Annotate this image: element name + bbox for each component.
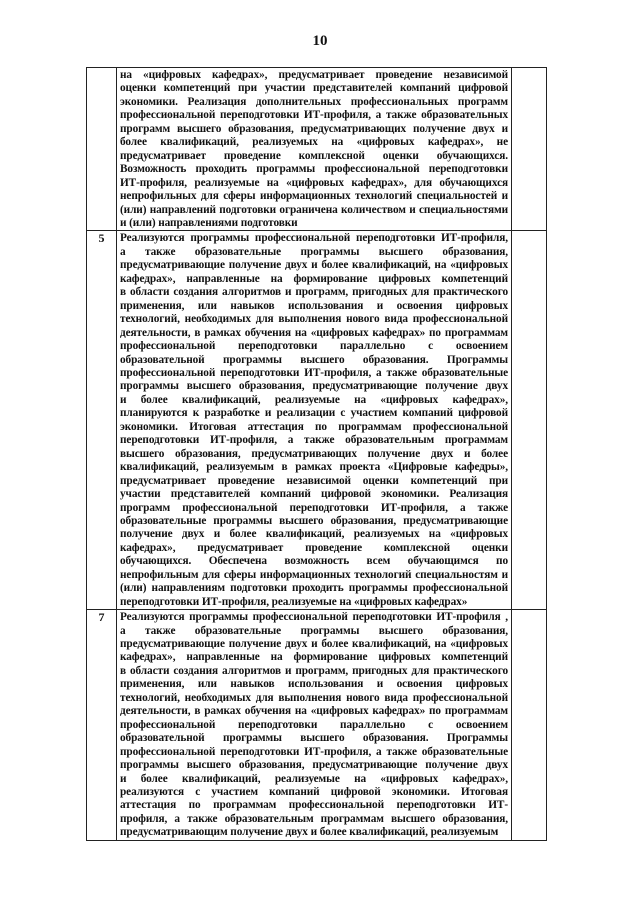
text-line: деятельности, в рамках обучения на «цифровых кафедрах» по программам bbox=[120, 705, 508, 718]
text-line: (или) направлений подготовки ограничена количеством и специальностями bbox=[120, 203, 508, 216]
description-text bbox=[117, 68, 511, 230]
text-line: кафедрах», направленные на формирование цифровых компетенций bbox=[120, 272, 508, 285]
row-description bbox=[117, 231, 512, 610]
text-line: предусматривающие получение двух и более квалификаций, на «цифровых bbox=[120, 638, 508, 651]
text-line: (или) направлениям подготовки проходить программы профессиональной bbox=[120, 582, 508, 595]
text-line: непрофильным для сферы информационных технологий специальностям и bbox=[120, 568, 508, 581]
text-line: программ профессиональной переподготовки ИТ-профиля, а также bbox=[120, 501, 508, 514]
text-line: а также образовательные программы высшего образования, bbox=[120, 245, 508, 258]
text-line: предусматривающие получение двух и более квалификаций, на «цифровых bbox=[120, 259, 508, 272]
text-line: высшего образования, предусматривающих получение двух и более bbox=[120, 447, 508, 460]
empty-column-cell bbox=[512, 610, 547, 841]
text-line: и (или) направлениями подготовки bbox=[120, 216, 298, 229]
text-line: технологий, необходимых для выполнения нового вида профессиональной bbox=[120, 691, 508, 704]
text-line: переподготовки ИТ-профиля, реализуемые на «цифровых кафедрах» bbox=[120, 595, 468, 608]
text-line: образовательной программы высшего образования. Программы bbox=[120, 732, 508, 745]
text-line: а также образовательные программы высшего образования, bbox=[120, 624, 508, 637]
text-line: программы высшего образования, предусматривающие получение двух bbox=[120, 380, 508, 393]
row-description bbox=[117, 68, 512, 231]
text-line: предусматривает проведение комплексной оценки обучающихся. bbox=[120, 149, 508, 162]
text-line: кафедрах», предусматривает проведение комплексной оценки bbox=[120, 541, 508, 554]
description-text bbox=[117, 610, 511, 840]
text-line: планируются к разработке и реализации с участием компаний цифровой bbox=[120, 407, 508, 420]
row-number: 7 bbox=[87, 610, 117, 841]
empty-column-cell bbox=[512, 231, 547, 610]
text-line: кафедрах», направленные на формирование цифровых компетенций bbox=[120, 651, 508, 664]
text-line: и более квалификаций, реализуемые на «цифровых кафедрах», bbox=[120, 772, 508, 785]
text-line: профиля, а также образовательным программам высшего образования, bbox=[120, 812, 508, 825]
text-line: в области создания алгоритмов и программ, пригодных для практического bbox=[120, 664, 508, 677]
text-line: участии представителей компаний цифровой экономики. Реализация bbox=[120, 488, 508, 501]
text-line: оценки компетенций при участии представителей компаний цифровой bbox=[120, 82, 508, 95]
text-line: переподготовки ИТ-профиля, а также образовательным программам bbox=[120, 434, 508, 447]
page-number: 10 bbox=[312, 33, 328, 49]
text-line: и более квалификаций, реализуемые на «цифровых кафедрах», bbox=[120, 393, 508, 406]
text-line: профессиональной переподготовки ИТ-профиля, а также образовательных bbox=[120, 109, 508, 122]
text-line: аттестация по программам профессиональной переподготовки ИТ- bbox=[120, 799, 508, 812]
text-line: деятельности, в рамках обучения на «цифровых кафедрах» по программам bbox=[120, 326, 508, 339]
table-row bbox=[87, 610, 547, 841]
text-line: квалификаций, реализуемым в рамках проекта «Цифровые кафедры», bbox=[120, 461, 508, 474]
table-row bbox=[87, 231, 547, 610]
text-line: применения, или навыков использования и освоения цифровых bbox=[120, 299, 508, 312]
row-description bbox=[117, 610, 512, 841]
text-line: образовательной программы высшего образования. Программы bbox=[120, 353, 508, 366]
text-line: обучающихся. Обеспечена возможность всем обучающимся по bbox=[120, 555, 508, 568]
text-line: технологий, необходимых для выполнения нового вида профессиональной bbox=[120, 313, 508, 326]
table-body bbox=[87, 68, 547, 841]
text-line: на «цифровых кафедрах», предусматривает проведение независимой bbox=[120, 69, 508, 81]
table-row bbox=[87, 68, 547, 231]
text-line: профессиональной переподготовки ИТ-профиля, а также образовательные bbox=[120, 745, 508, 758]
text-line: программ высшего образования, предусматривающих получение двух и bbox=[120, 122, 508, 135]
text-line: экономики. Итоговая аттестация по программам профессиональной bbox=[120, 420, 508, 433]
text-line: ИТ-профиля, реализуемые на «цифровых кафедрах», для обучающихся bbox=[120, 176, 508, 189]
text-line: получение двух и более квалификаций, реализуемых на «цифровых bbox=[120, 528, 508, 541]
text-line: более квалификаций, реализуемых на «цифровых кафедрах», не bbox=[120, 136, 508, 149]
text-line: применения, или навыков использования и освоения цифровых bbox=[120, 678, 508, 691]
description-text bbox=[117, 231, 511, 609]
empty-column-cell bbox=[512, 68, 547, 231]
text-line: непрофильных для сферы информационных технологий специальностей и bbox=[120, 190, 508, 203]
text-line: профессиональной переподготовки ИТ-профиля, а также образовательные bbox=[120, 366, 508, 379]
text-line: Реализуются программы профессиональной переподготовки ИТ-профиля , bbox=[120, 611, 508, 624]
text-line: предусматривающим получение двух и более квалификаций, реализуемым bbox=[120, 826, 499, 839]
requirements-table bbox=[86, 67, 547, 841]
text-line: программы высшего образования, предусматривающие получение двух bbox=[120, 759, 508, 772]
text-line: Возможность проходить программы профессиональной переподготовки bbox=[120, 163, 508, 176]
row-number: 5 bbox=[87, 231, 117, 610]
text-line: предусматривает проведение независимой оценки компетенций при bbox=[120, 474, 508, 487]
text-line: образовательные программы высшего образования, предусматривающие bbox=[120, 514, 508, 527]
text-line: реализуются с участием компаний цифровой экономики. Итоговая bbox=[120, 786, 508, 799]
text-line: профессиональной переподготовки параллельно с освоением bbox=[120, 340, 508, 353]
text-line: Реализуются программы профессиональной переподготовки ИТ-профиля, bbox=[120, 232, 508, 245]
row-number bbox=[87, 68, 117, 231]
text-line: экономики. Реализация дополнительных профессиональных программ bbox=[120, 95, 508, 108]
text-line: профессиональной переподготовки параллельно с освоением bbox=[120, 718, 508, 731]
text-line: в области создания алгоритмов и программ, пригодных для практического bbox=[120, 286, 508, 299]
